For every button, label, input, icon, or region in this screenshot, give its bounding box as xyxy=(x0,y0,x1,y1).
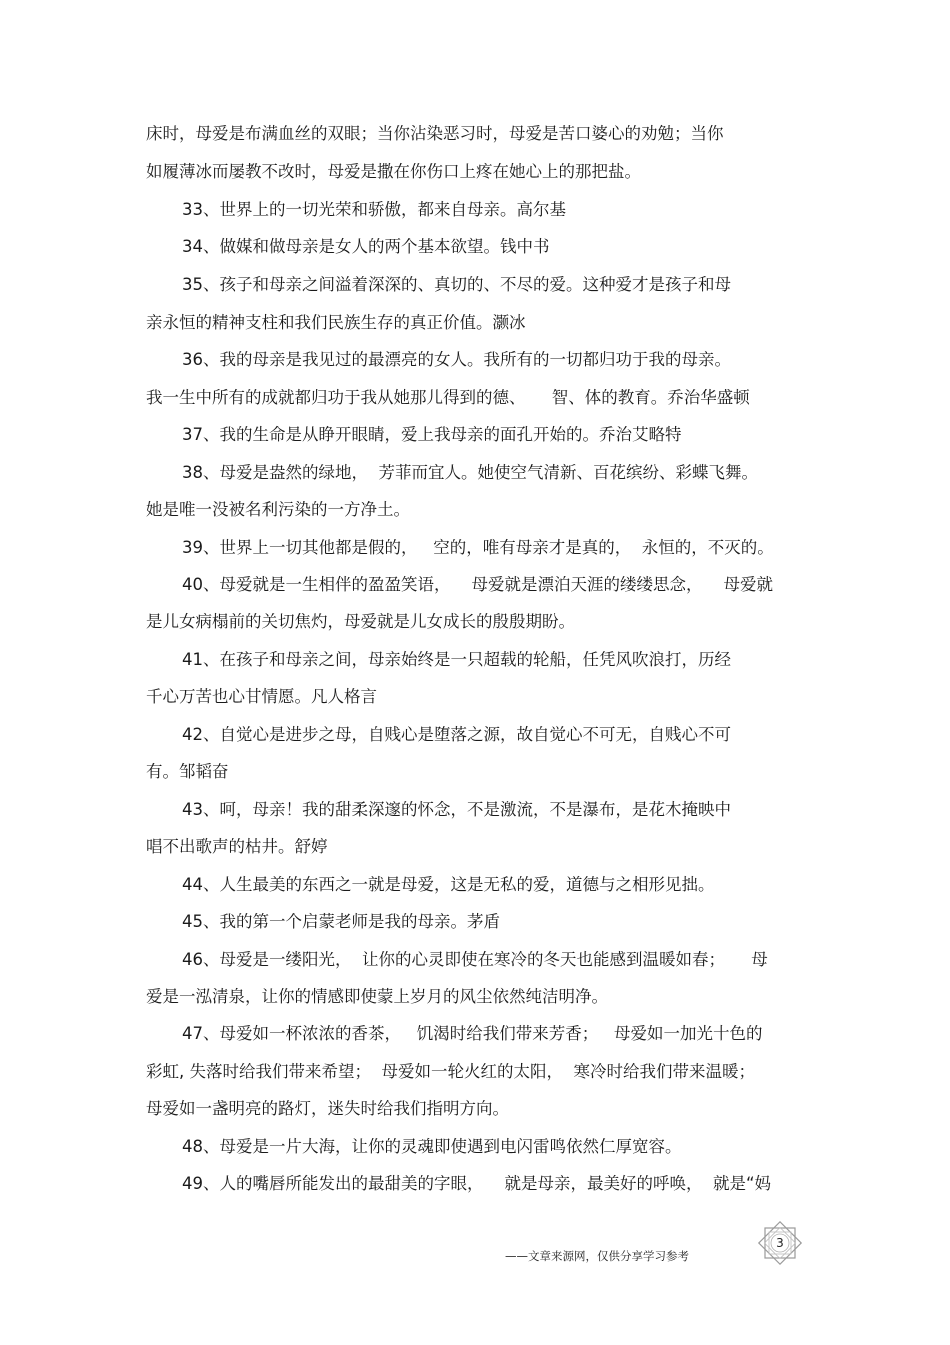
text-line: 我一生中所有的成就都归功于我从她那儿得到的德、 智、体的教育。乔治华盛顿 xyxy=(146,388,750,407)
quote-45: 45、我的第一个启蒙老师是我的母亲。茅盾 xyxy=(182,912,500,931)
quote-37: 37、我的生命是从睁开眼睛，爱上我母亲的面孔开始的。乔治艾略特 xyxy=(182,425,682,444)
quote-39: 39、世界上一切其他都是假的， 空的，唯有母亲才是真的， 永恒的，不灭的。 xyxy=(182,538,774,557)
quote-33: 33、世界上的一切光荣和骄傲，都来自母亲。高尔基 xyxy=(182,200,566,219)
footer-source-note: ——文章来源网，仅供分享学习参考 xyxy=(505,1249,689,1263)
quote-35: 35、孩子和母亲之间溢着深深的、真切的、不尽的爱。这种爱才是孩子和母 xyxy=(182,275,731,294)
text-line: 母爱如一盏明亮的路灯，迷失时给我们指明方向。 xyxy=(146,1099,509,1118)
quote-41: 41、在孩子和母亲之间，母亲始终是一只超载的轮船，任凭风吹浪打，历经 xyxy=(182,650,731,669)
text-line: 如履薄冰而屡教不改时，母爱是撒在你伤口上疼在她心上的那把盐。 xyxy=(146,162,641,181)
text-line: 是儿女病榻前的关切焦灼，母爱就是儿女成长的殷殷期盼。 xyxy=(146,612,575,631)
text-line: 爱是一泓清泉，让你的情感即使蒙上岁月的风尘依然纯洁明净。 xyxy=(146,987,608,1006)
quote-48: 48、母爱是一片大海，让你的灵魂即使遇到电闪雷鸣依然仁厚宽容。 xyxy=(182,1137,682,1156)
text-line: 千心万苦也心甘情愿。凡人格言 xyxy=(146,687,377,706)
quote-36: 36、我的母亲是我见过的最漂亮的女人。我所有的一切都归功于我的母亲。 xyxy=(182,350,731,369)
quote-34: 34、做媒和做母亲是女人的两个基本欲望。钱中书 xyxy=(182,237,550,256)
text-line: 有。邹韬奋 xyxy=(146,762,229,781)
quote-38: 38、母爱是盎然的绿地， 芳菲而宜人。她使空气清新、百花缤纷、彩蝶飞舞。 xyxy=(182,463,758,482)
text-line: 唱不出歌声的枯井。舒婷 xyxy=(146,837,328,856)
page-number: 3 xyxy=(776,1236,784,1250)
quote-42: 42、自觉心是进步之母，自贱心是堕落之源，故自觉心不可无，自贱心不可 xyxy=(182,725,731,744)
text-line: 亲永恒的精神支柱和我们民族生存的真正价值。灏冰 xyxy=(146,313,526,332)
quote-43: 43、呵，母亲！我的甜柔深邃的怀念，不是激流，不是瀑布，是花木掩映中 xyxy=(182,800,731,819)
quote-47: 47、母爱如一杯浓浓的香茶， 饥渴时给我们带来芳香； 母爱如一加光十色的 xyxy=(182,1024,763,1043)
quote-40: 40、母爱就是一生相伴的盈盈笑语， 母爱就是漂泊天涯的缕缕思念， 母爱就 xyxy=(182,575,773,594)
quote-49: 49、人的嘴唇所能发出的最甜美的字眼， 就是母亲，最美好的呼唤， 就是“妈 xyxy=(182,1174,772,1193)
text-line: 她是唯一没被名利污染的一方净土。 xyxy=(146,500,410,519)
quote-46: 46、母爱是一缕阳光， 让你的心灵即使在寒冷的冬天也能感到温暖如春； 母 xyxy=(182,950,768,969)
text-line: 彩虹, 失落时给我们带来希望； 母爱如一轮火红的太阳， 寒冷时给我们带来温暖； xyxy=(146,1062,755,1081)
text-line: 床时，母爱是布满血丝的双眼；当你沾染恶习时，母爱是苦口婆心的劝勉；当你 xyxy=(146,124,724,143)
quote-44: 44、人生最美的东西之一就是母爱，这是无私的爱，道德与之相形见拙。 xyxy=(182,875,715,894)
